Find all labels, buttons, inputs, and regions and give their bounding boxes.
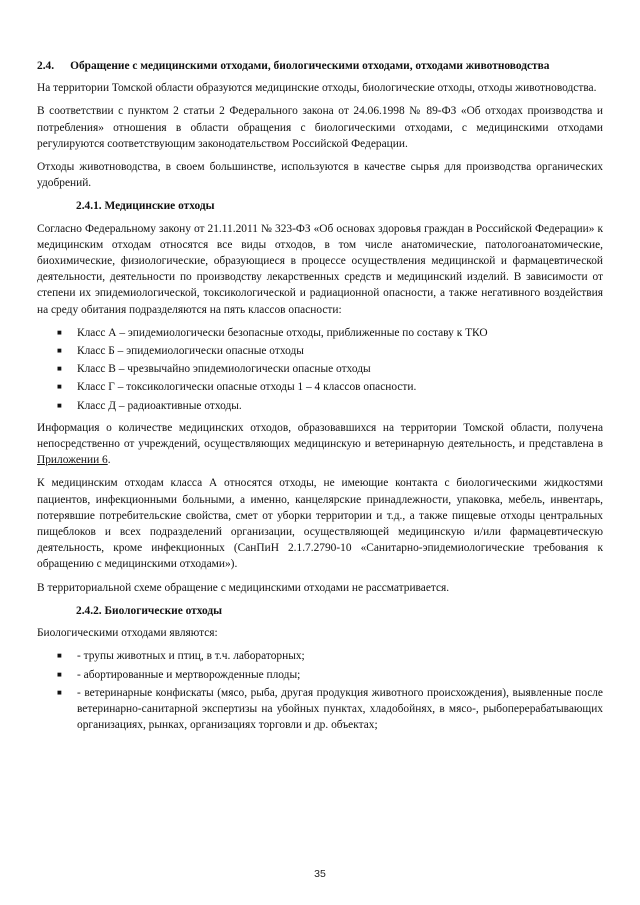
list-item: ■ - трупы животных и птиц, в т.ч. лабораторных;	[37, 648, 603, 664]
list-item: ■ Класс Г – токсикологически опасные отходы 1 – 4 классов опасности.	[37, 379, 603, 395]
biological-waste-list	[37, 648, 603, 733]
appendix-6-link[interactable]: Приложении 6	[37, 454, 108, 467]
bullet-icon: ■	[57, 651, 62, 661]
section-title: Обращение с медицинскими отходами, биологическими отходами, отходами животноводства	[70, 60, 550, 72]
hazard-class-list	[37, 325, 603, 414]
intro-paragraph-2: В соответствии с пунктом 2 статьи 2 Федерального закона от 24.06.1998 № 89-ФЗ «Об отходах производства и потребления» отношения в области обращения с биологическими отходами, с медицинскими отходами регулируются соответствующим законодательством Российской Федерации.	[37, 105, 603, 150]
section-number: 2.4.	[37, 60, 55, 72]
intro-paragraph-3: Отходы животноводства, в своем большинстве, используются в качестве сырья для производства органических удобрений.	[37, 161, 603, 190]
list-item: ■ - абортированные и мертворожденные плоды;	[37, 667, 603, 683]
section-heading	[37, 58, 603, 74]
list-item: ■ Класс Д – радиоактивные отходы.	[37, 398, 603, 414]
page-number: 35	[314, 868, 326, 880]
list-item: ■ Класс Б – эпидемиологически опасные отходы	[37, 343, 603, 359]
medical-info-paragraph: Информация о количестве медицинских отходов, образовавшихся на территории Томской области, получена непосредственно от учреждений, осуществляющих медицинскую и ветеринарную деятельность, и представлена в Приложении 6.	[37, 421, 603, 467]
bullet-icon: ■	[57, 327, 62, 337]
intro-paragraph-1: На территории Томской области образуются медицинские отходы, биологические отходы, отходы животноводства.	[37, 82, 597, 95]
bullet-icon: ■	[57, 382, 62, 392]
bullet-icon: ■	[57, 669, 62, 679]
subsection-title-biological: 2.4.2. Биологические отходы	[76, 604, 223, 617]
subsection-title-medical: 2.4.1. Медицинские отходы	[76, 200, 215, 213]
bullet-icon: ■	[57, 687, 62, 697]
biological-intro: Биологическими отходами являются:	[37, 627, 218, 640]
scheme-note-paragraph: В территориальной схеме обращение с медицинскими отходами не рассматривается.	[37, 581, 450, 594]
bullet-icon: ■	[57, 346, 62, 356]
medical-definition-paragraph: Согласно Федеральному закону от 21.11.2011 № 323-ФЗ «Об основах здоровья граждан в Российской Федерации» к медицинским отходам относятся все виды отходов, в том числе анатомические, патологоанатомические, биохимические, физиологические, образующиеся в процессе осуществления медицинской и фармацевтической деятельности, деятельности по производству лекарственных средств и медицинский изделий. В зависимости от степени их эпидемиологической, токсикологической и радиационной опасности, а также негативного воздействия на среду обитания подразделяются на пять классов опасности:	[37, 222, 603, 316]
bullet-icon: ■	[57, 364, 62, 374]
list-item: ■ Класс В – чрезвычайно эпидемиологически опасные отходы	[37, 361, 603, 377]
list-item: ■ Класс А – эпидемиологически безопасные отходы, приближенные по составу к ТКО	[37, 325, 603, 341]
bullet-icon: ■	[57, 400, 62, 410]
class-a-paragraph: К медицинским отходам класса А относятся отходы, не имеющие контакта с биологическими жидкостями пациентов, инфекционными больными, а именно, канцелярские принадлежности, упаковка, мебель, инвентарь, потерявшие потребительские свойства, смет от уборки территории и т.д., а также пищевые отходы центральных пищеблоков и всех подразделений организации, осуществляющей медицинскую и/или фармацевтическую деятельность, кроме инфекционных (СанПиН 2.1.7.2790-10 «Санитарно-эпидемиологические требования к обращению с медицинскими отходами»).	[37, 477, 603, 571]
list-item: ■ - ветеринарные конфискаты (мясо, рыба, другая продукция животного происхождения), выявленные после ветеринарно-санитарной экспертизы на убойных пунктах, хладобойнях, в мясо-, рыбоперерабатывающих организациях, рынках, организациях торговли и др. объектах;	[57, 686, 603, 732]
document-page	[37, 58, 603, 739]
